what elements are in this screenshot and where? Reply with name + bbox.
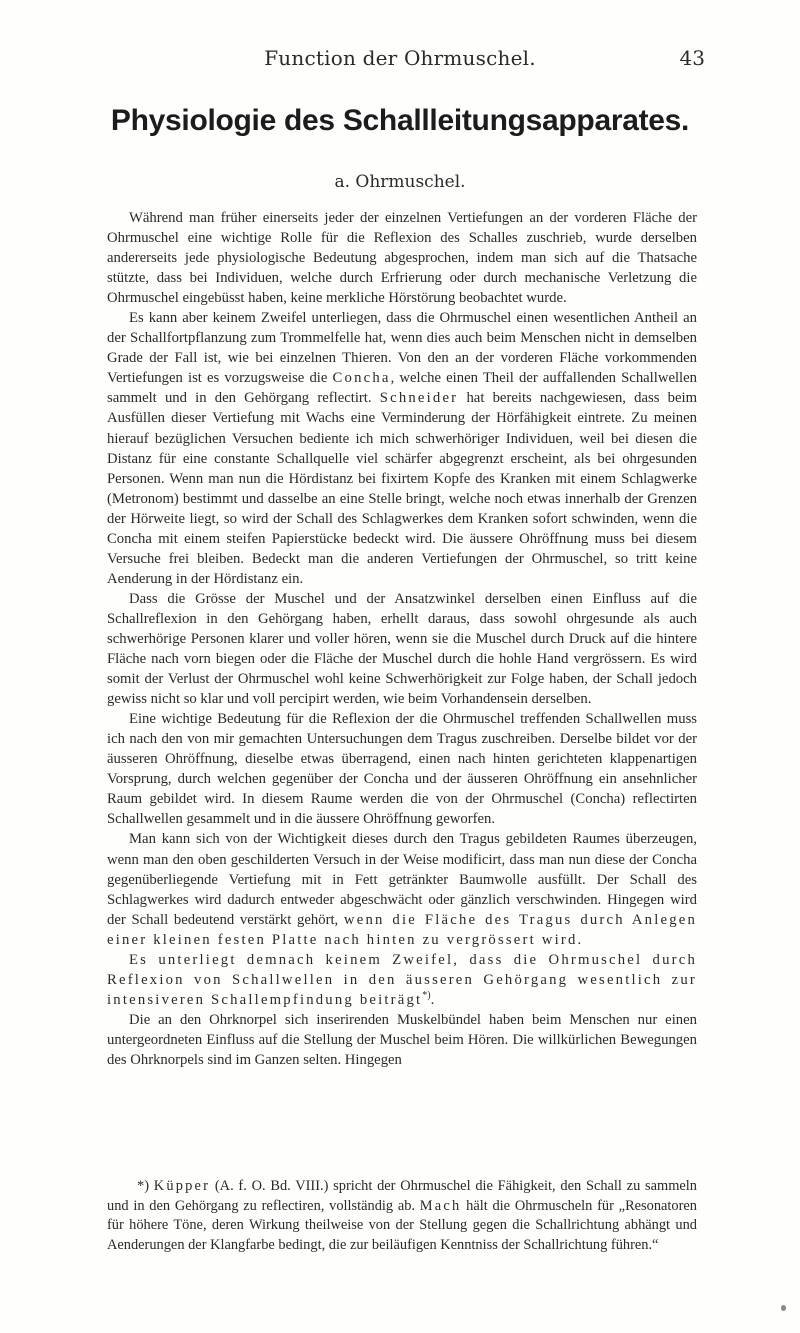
paragraph: Dass die Grösse der Muschel und der Ansatzwinkel derselben einen Einfluss auf die Schallreflexion in den Gehörgang haben, erhellt daraus, dass sowohl ohrgesunde als auch schwerhörige Personen klarer und voller hören, wenn sie die Muschel durch Druck auf die hintere Fläche nach vorn biegen oder die Fläche der Muschel durch die hohle Hand vergrössern. Es wird somit der Verlust der Ohrmuschel wohl keine Schwerhörigkeit zur Folge haben, der Schall jedoch gewiss nicht so klar und voll percipirt werden, wie beim Vorhandensein derselben. (107, 590, 697, 708)
paragraph (107, 829, 697, 949)
text-span: hat bereits nachgewiesen, dass beim Ausfüllen dieser Vertiefung mit Wachs eine Verminderung der Hörfähigkeit eintrete. Zu meinen hierauf bezüglichen Versuchen bediente ich mich schwerhöriger Individuen, weil bei diesen die Distanz für eine constante Schallquelle viel schärfer abgegrenzt erscheint, als bei ohrgesunden Personen. Wenn man nun die Hördistanz bei fixirtem Kopfe des Kranken mit einem Schlagwerke (Metronom) bestimmt und dasselbe an eine Stelle bringt, welche noch etwas innerhalb der Grenzen der Hörweite liegt, so wird der Schall des Schlagwerkes dem Kranken sofort schwinden, wenn die Concha mit einem steifen Papierstücke bedeckt wird. Die äussere Ohröffnung muss bei diesem Versuche frei bleiben. Bedeckt man die anderen Vertiefungen der Ohrmuschel, so tritt keine Aenderung in der Hördistanz ein. (107, 390, 697, 587)
text-span: Es kann aber keinem Zweifel unterliegen, dass die Ohrmuschel einen wesentlichen Antheil an der Schallfortpflanzung zum Trommelfelle hat, wenn dies auch beim Menschen nicht in demselben Grade der Fall ist, wie bei einzelnen Thieren. Von den an der vorderen Fläche vorkommenden Vertiefungen ist es vorzugsweise die (107, 310, 697, 387)
subsection-title: a. Ohrmuschel. (334, 172, 466, 192)
author-name-kuepper: Küpper (153, 1178, 211, 1194)
section-title: Physiologie des Schallleitungsapparates. (110, 104, 690, 137)
footnote-paragraph (107, 1177, 697, 1255)
paragraph: Eine wichtige Bedeutung für die Reflexion der die Ohrmuschel treffenden Schallwellen muss ich nach den von mir gemachten Untersuchungen dem Tragus zuschreiben. Derselbe bildet vor der äusseren Ohröffnung, dieselbe etwas überragend, einen nach hinten gerichteten klappenartigen Vorsprung, durch welchen gegenüber der Concha und der äusseren Ohröffnung ein ansehnlicher Raum gebildet wird. In diesem Raume werden die von der Ohrmuschel (Concha) reflectirten Schallwellen gesammelt und in die äussere Ohröffnung geworfen. (107, 711, 697, 828)
paragraph (107, 950, 697, 1010)
running-title: Function der Ohrmuschel. (264, 46, 536, 70)
footnote-marker: *) (137, 1178, 149, 1194)
emphasized-text: Es unterliegt demnach keinem Zweifel, dass die Ohrmuschel durch Reflexion von Schallwellen in den äusseren Gehörgang wesentlich zur intensiveren Schallempfindung beiträgt (107, 951, 697, 1008)
paragraph (107, 308, 697, 589)
footnote-reference[interactable]: *) (422, 989, 431, 1001)
paragraph: Die an den Ohrknorpel sich inserirenden Muskelbündel haben beim Menschen nur einen untergeordneten Einfluss auf die Stellung der Muschel beim Hören. Die willkürlichen Bewegungen des Ohrknorpels sind im Ganzen selten. Hingegen (107, 1011, 697, 1068)
ink-speck (781, 1305, 786, 1311)
paragraph: Während man früher einerseits jeder der einzelnen Vertiefungen an der vorderen Fläche der Ohrmuschel eine wichtige Rolle für die Reflexion des Schalles zuschrieb, wurde derselben andererseits jede physiologische Bedeutung abgesprochen, indem man sich auf die Thatsache stützte, dass bei Individuen, welche durch Erfrierung oder durch mechanische Verletzung die Ohrmuschel eingebüsst haben, keine merkliche Hörstörung beobachtet wurde. (107, 210, 697, 307)
emphasized-text: wenn die Fläche des Tragus durch Anlegen einer kleinen festen Platte nach hinten zu vergrössert wird. (107, 911, 698, 948)
footnote (107, 1177, 697, 1255)
author-name-mach: Mach (419, 1197, 462, 1214)
text-span: hält die Ohrmuscheln für „Resonatoren für höhere Töne, deren Wirkung theilweise von der Stellung gegen die Schallrichtung abhängt und Aenderungen der Klangfarbe bedingt, die zur beiläufigen Kenntniss der Schallrichtung führen.“ (107, 1197, 697, 1253)
text-span: , welche einen Theil der auffallenden Schallwellen sammelt und in den Gehörgang reflectirt. (107, 370, 697, 407)
text-span: Man kann sich von der Wichtigkeit dieses durch den Tragus gebildeten Raumes überzeugen, wenn man den oben geschilderten Versuch in der Weise modificirt, dass man nun diese der Concha gegenüberliegende Vertiefung mit in Fett getränkter Baumwolle ausfüllt. Der Schall des Schlagwerkes wird dadurch entweder abgeschwächt oder gänzlich verschwinden. Hingegen wird der Schall bedeutend verstärkt gehört, (107, 831, 697, 928)
body-text (107, 208, 697, 1070)
author-name-schneider: Schneider (379, 390, 459, 407)
text-span: . (430, 991, 435, 1008)
running-header (0, 46, 800, 72)
text-span: (A. f. O. Bd. VIII.) spricht der Ohrmuschel die Fähigkeit, den Schall zu sammeln und in den Gehörgang zu reflectiren, vollständig ab. (107, 1178, 697, 1214)
page-number: 43 (679, 46, 705, 70)
spaced-term-concha: Concha (332, 370, 391, 387)
